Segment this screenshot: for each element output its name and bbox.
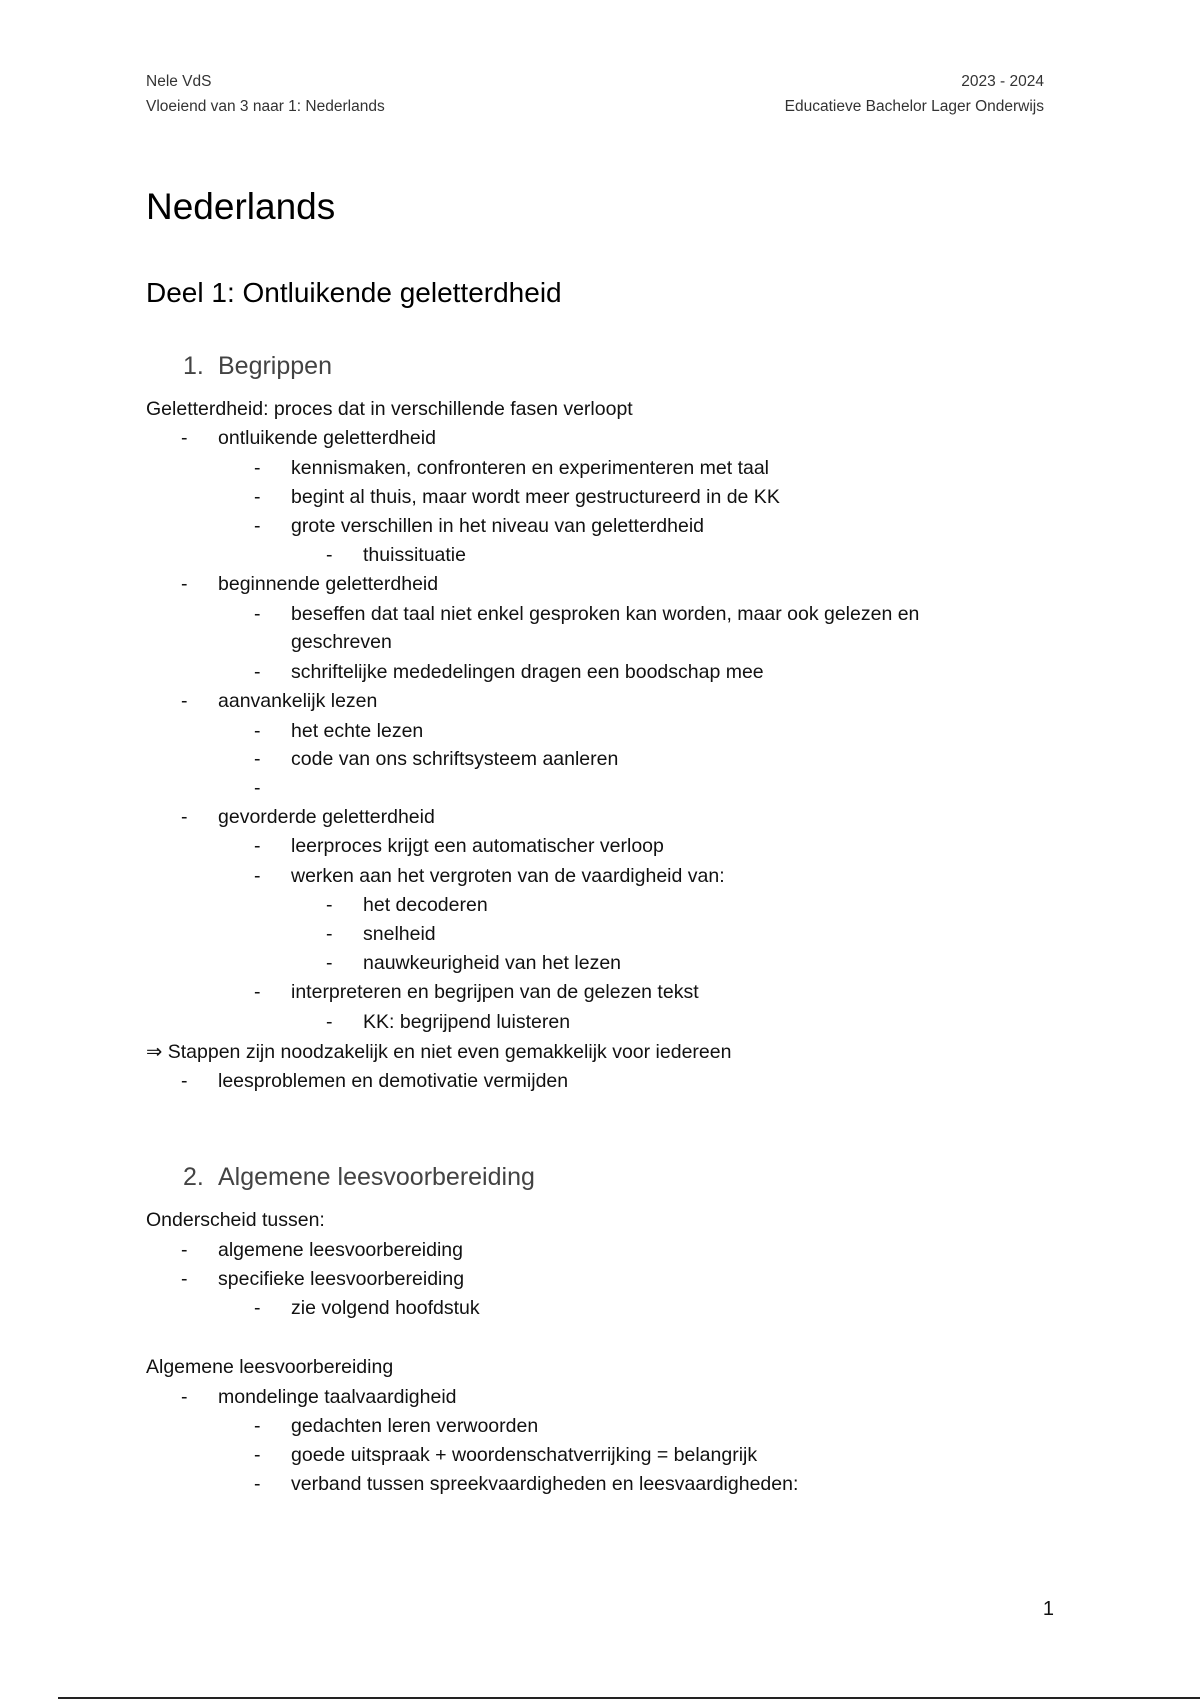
bullet-dash: -: [254, 661, 261, 683]
section-number: 1.: [183, 352, 204, 380]
line-text: nauwkeurigheid van het lezen: [363, 952, 622, 974]
line-text: ⇒ Stappen zijn noodzakelijk en niet even gemakkelijk voor iedereen: [146, 1041, 732, 1063]
header-year: 2023 - 2024: [961, 73, 1044, 90]
bullet-dash: -: [254, 835, 261, 857]
bullet-dash: -: [326, 923, 333, 945]
bullet-dash: -: [254, 981, 261, 1003]
bullet-dash: -: [254, 720, 261, 742]
line-text: goede uitspraak + woordenschatverrijking = belangrijk: [291, 1444, 758, 1466]
bullet-dash: -: [181, 1386, 188, 1408]
bullet-dash: -: [254, 748, 261, 770]
section-title: Begrippen: [218, 352, 332, 380]
part-title: Deel 1: Ontluikende geletterdheid: [146, 277, 562, 308]
header-author: Nele VdS: [146, 73, 212, 90]
section-number: 2.: [183, 1163, 204, 1191]
bullet-dash: -: [326, 894, 333, 916]
line-text: Geletterdheid: proces dat in verschillende fasen verloopt: [146, 398, 633, 420]
bullet-dash: -: [254, 1473, 261, 1495]
line-text: grote verschillen in het niveau van geletterdheid: [291, 515, 705, 537]
line-text: specifieke leesvoorbereiding: [218, 1268, 465, 1290]
line-text: zie volgend hoofdstuk: [291, 1297, 480, 1319]
section-heading-leesvoorbereiding: [183, 1161, 535, 1193]
bullet-dash: -: [254, 1415, 261, 1437]
line-text: beginnende geletterdheid: [218, 573, 439, 595]
header-program: Educatieve Bachelor Lager Onderwijs: [784, 98, 1044, 115]
page-bottom-rule: [58, 1697, 1200, 1699]
bullet-dash: -: [254, 457, 261, 479]
line-text: leesproblemen en demotivatie vermijden: [218, 1070, 569, 1092]
bullet-dash: -: [181, 427, 188, 449]
bullet-dash: -: [326, 1011, 333, 1033]
line-text: schriftelijke mededelingen dragen een boodschap mee: [291, 661, 764, 683]
line-text: werken aan het vergroten van de vaardigheid van:: [291, 865, 725, 887]
page-header-right: [785, 69, 1044, 119]
bullet-dash: -: [254, 515, 261, 537]
line-text: beseffen dat taal niet enkel gesproken kan worden, maar ook gelezen en: [291, 603, 920, 625]
bullet-dash: -: [254, 486, 261, 508]
bullet-dash: -: [181, 690, 188, 712]
line-text: kennismaken, confronteren en experimenteren met taal: [291, 457, 770, 479]
bullet-dash: -: [181, 573, 188, 595]
line-text: het decoderen: [363, 894, 488, 916]
line-text: het echte lezen: [291, 720, 424, 742]
bullet-dash: -: [254, 777, 261, 799]
bullet-dash: -: [181, 1070, 188, 1092]
bullet-dash: -: [181, 806, 188, 828]
page-number: 1: [1042, 1598, 1054, 1620]
bullet-dash: -: [254, 1297, 261, 1319]
line-text: geschreven: [291, 631, 392, 653]
line-text: mondelinge taalvaardigheid: [218, 1386, 457, 1408]
bullet-dash: -: [254, 603, 261, 625]
section-title: Algemene leesvoorbereiding: [218, 1163, 535, 1191]
line-text: ontluikende geletterdheid: [218, 427, 436, 449]
line-text: KK: begrijpend luisteren: [363, 1011, 571, 1033]
line-text: algemene leesvoorbereiding: [218, 1239, 463, 1261]
line-text: verband tussen spreekvaardigheden en leesvaardigheden:: [291, 1473, 799, 1495]
line-text: gedachten leren verwoorden: [291, 1415, 539, 1437]
bullet-dash: -: [254, 1444, 261, 1466]
bullet-dash: -: [181, 1268, 188, 1290]
line-text: leerproces krijgt een automatischer verloop: [291, 835, 664, 857]
line-text: Onderscheid tussen:: [146, 1209, 325, 1231]
bullet-dash: -: [326, 544, 333, 566]
line-text: Algemene leesvoorbereiding: [146, 1356, 394, 1378]
line-text: interpreteren en begrijpen van de gelezen tekst: [291, 981, 699, 1003]
line-text: gevorderde geletterdheid: [218, 806, 435, 828]
page-header-left: [146, 69, 385, 119]
line-text: thuissituatie: [363, 544, 466, 566]
line-text: code van ons schriftsysteem aanleren: [291, 748, 619, 770]
line-text: snelheid: [363, 923, 436, 945]
bullet-dash: -: [254, 865, 261, 887]
line-text: aanvankelijk lezen: [218, 690, 378, 712]
line-text: begint al thuis, maar wordt meer gestructureerd in de KK: [291, 486, 780, 508]
header-course: Vloeiend van 3 naar 1: Nederlands: [146, 98, 385, 115]
section-heading-begrippen: [183, 350, 332, 382]
document-title: Nederlands: [146, 186, 336, 227]
bullet-dash: -: [326, 952, 333, 974]
bullet-dash: -: [181, 1239, 188, 1261]
